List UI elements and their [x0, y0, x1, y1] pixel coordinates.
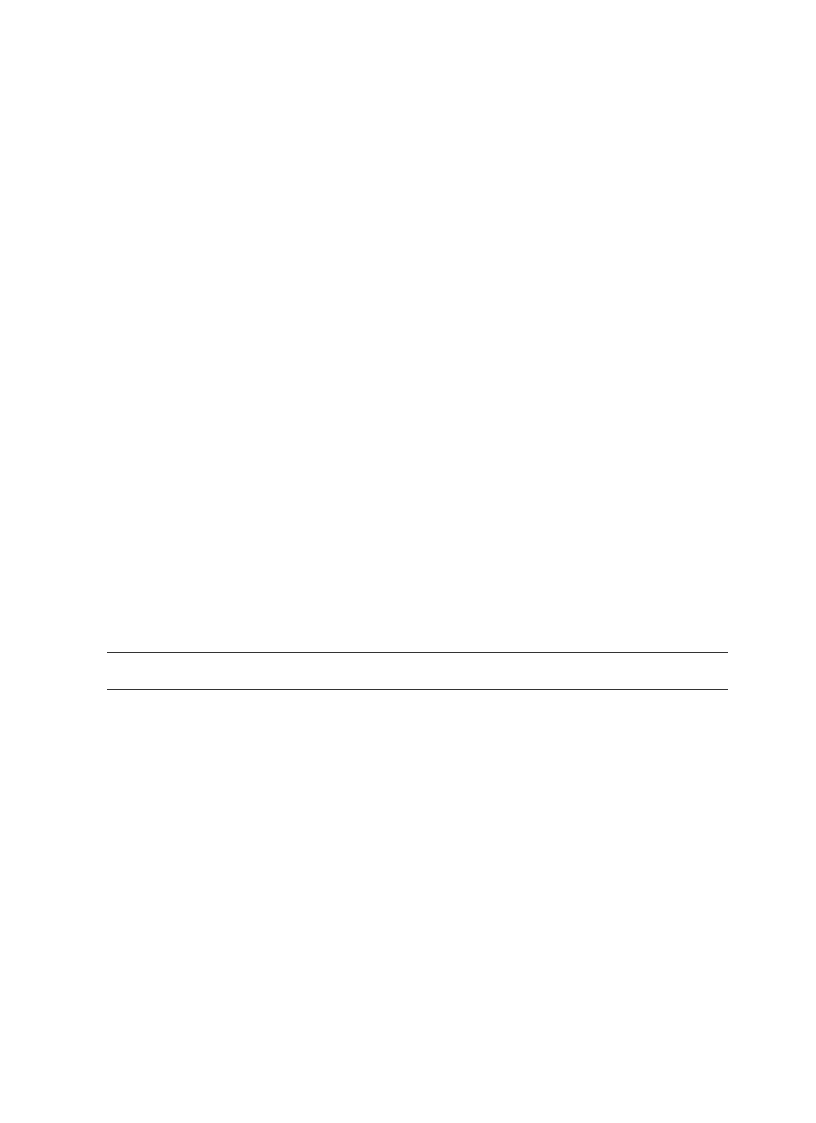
part-heading: [107, 652, 728, 690]
running-head: [107, 72, 165, 88]
